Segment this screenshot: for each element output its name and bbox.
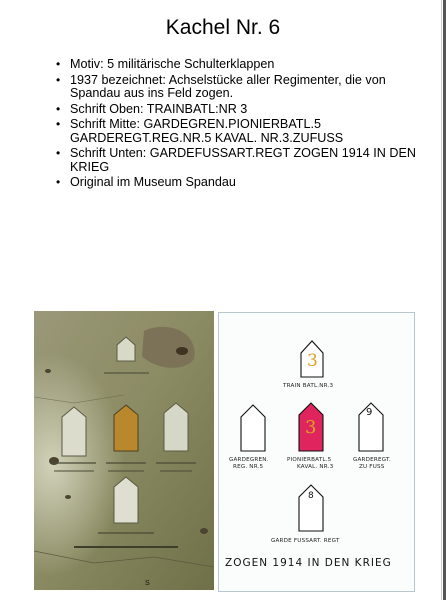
label-mid-line2: KAVAL. NR.3: [297, 464, 334, 470]
bullet-item: • Motiv: 5 militärische Schulterklappen: [56, 58, 416, 72]
bullet-item: • 1937 bezeichnet: Achselstücke aller Regimenter, die von Spandau aus ins Feld zogen.: [56, 74, 416, 101]
bullet-item: • Schrift Oben: TRAINBATL:NR 3: [56, 103, 416, 117]
page-title: Kachel Nr. 6: [165, 16, 281, 39]
label-right-line1: GARDEREGT.: [353, 457, 391, 463]
strap-number-center: 3: [305, 417, 317, 438]
label-train-batl: TRAIN BATL.NR.3: [283, 383, 334, 389]
label-mid-line1: PIONIERBATL.5: [287, 457, 332, 463]
bullet-item: • Schrift Mitte: GARDEGREN.PIONIERBATL.5 GARDEREGT.REG.NR.5 KAVAL. NR.3.ZUFUSS: [56, 118, 416, 145]
tile-drawing: [218, 312, 415, 592]
photo-marker: S: [145, 580, 150, 587]
strap-number-right: 9: [366, 407, 373, 418]
page-frame-edge-inner: [441, 0, 442, 600]
tile-photo: [34, 311, 214, 590]
tile-photo-image: [34, 311, 214, 590]
strap-number-bottom: 8: [308, 491, 314, 501]
bullet-list: [56, 58, 416, 192]
drawing-bottom-text: ZOGEN 1914 IN DEN KRIEG: [225, 557, 392, 569]
label-left-line2: REG. NR.5: [233, 464, 264, 470]
strap-number-top: 3: [307, 351, 319, 371]
bullet-item: • Original im Museum Spandau: [56, 176, 416, 190]
label-left-line1: GARDEGREN.: [229, 457, 269, 463]
label-right-line2: ZU FUSS: [359, 464, 385, 470]
label-bottom: GARDE FUSSART. REGT: [271, 538, 340, 544]
bullet-item: • Schrift Unten: GARDEFUSSART.REGT ZOGEN 1914 IN DEN KRIEG: [56, 147, 416, 174]
